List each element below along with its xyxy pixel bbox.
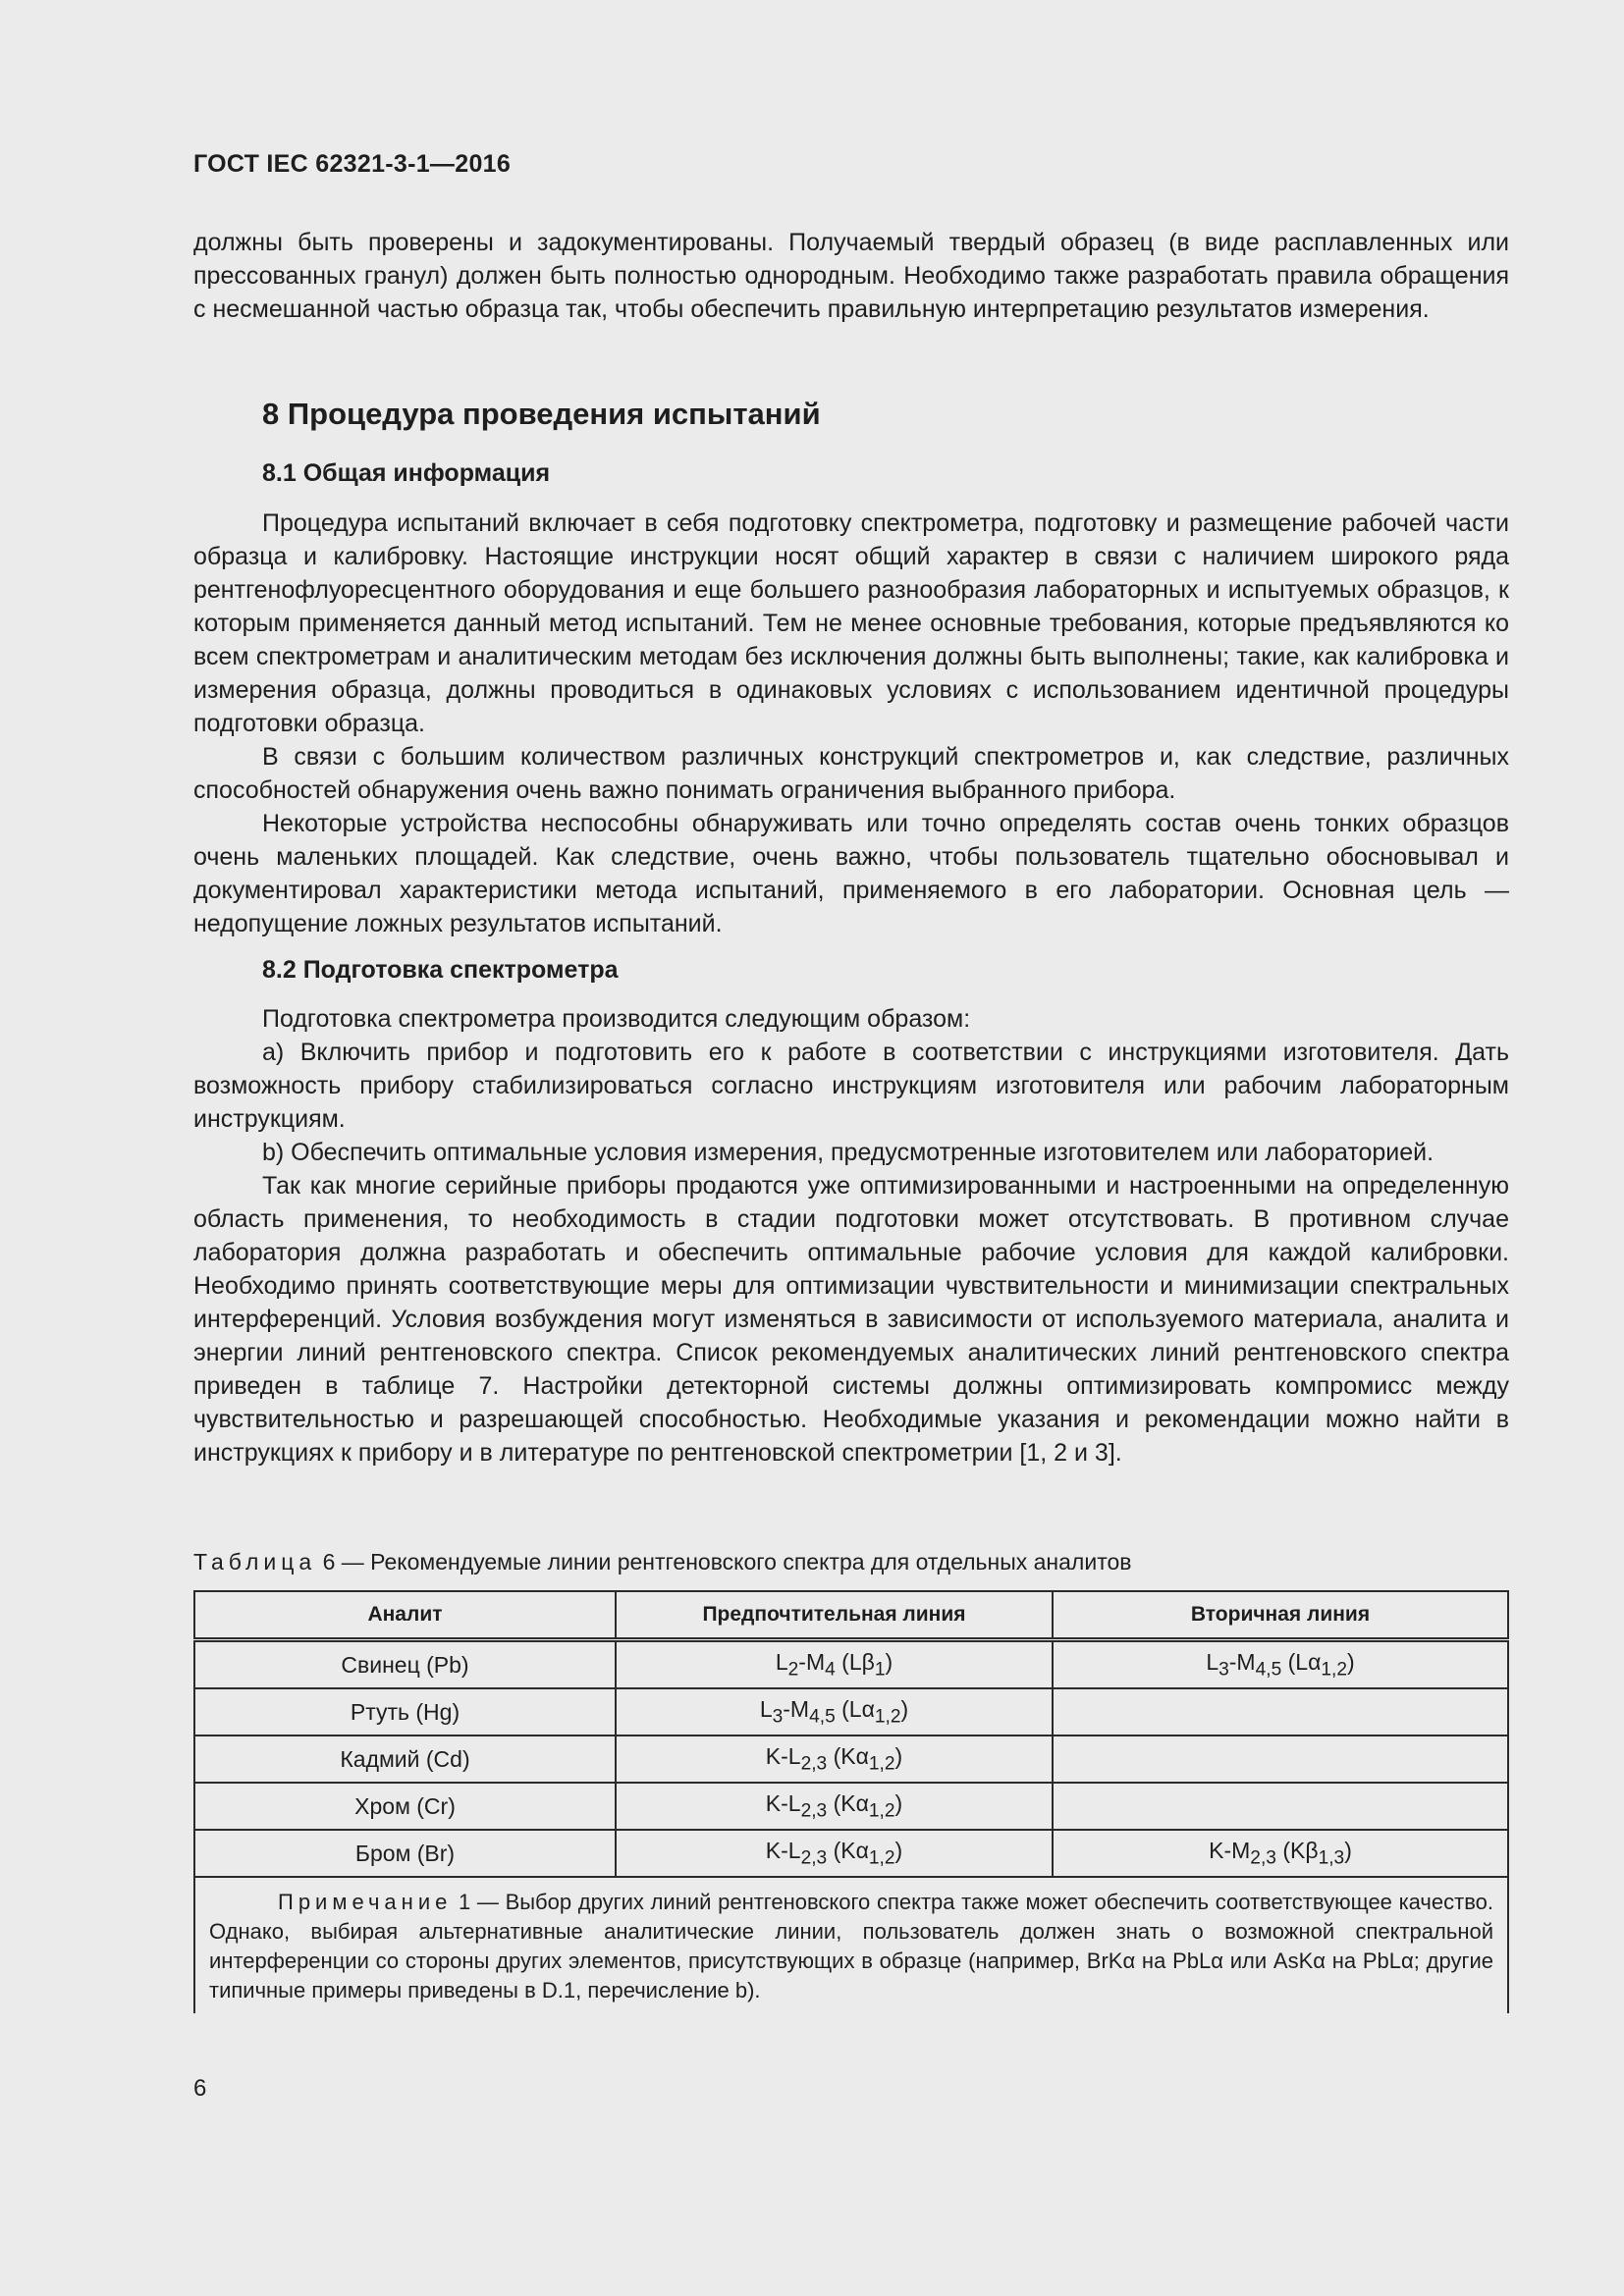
table-row <box>194 1783 1508 1830</box>
header-analyte: Аналит <box>194 1591 616 1640</box>
paragraph: Некоторые устройства неспособны обнаруживать или точно определять состав очень тонких образцов очень маленьких площадей. Как следствие, очень важно, чтобы пользователь тщательно обосновывал и документировал характеристики метода испытаний, применяемого в его лаборатории. Основная цель — недопущение ложных результатов испытаний. <box>193 810 1509 937</box>
cell-preferred: $K-L_{2,3}$ $(K\alpha_{1,2})$ <box>616 1735 1053 1783</box>
list-item-a: a) Включить прибор и подготовить его к работе в соответствии с инструкциями изготовителя. Дать возможность прибору стабилизироваться согласно инструкциям изготовителя или рабочим лабораторным инструкциям. <box>193 1039 1509 1133</box>
cell-analyte: Кадмий (Cd) <box>194 1735 616 1783</box>
cell-preferred: $L_2-M_4$ $(L\beta_1)$ <box>616 1640 1053 1689</box>
intro-paragraph: должны быть проверены и задокументированы. Получаемый твердый образец (в виде расплавленных или прессованных гранул) должен быть полностью однородным. Необходимо также разработать правила обращения с несмешанной частью образца так, чтобы обеспечить правильную интерпретацию результатов измерения. <box>193 229 1509 323</box>
table-caption <box>193 1549 1131 1575</box>
cell-secondary: $K-M_{2,3}$ $(K\beta_{1,3})$ <box>1053 1830 1508 1877</box>
document-header: ГОСТ IEC 62321-3-1—2016 <box>193 150 512 178</box>
section-8-2-body <box>193 1002 1509 1469</box>
cell-analyte: Хром (Cr) <box>194 1783 616 1830</box>
caption-text: 6 — Рекомендуемые линии рентгеновского спектра для отдельных аналитов <box>322 1549 1132 1575</box>
table-note <box>194 1877 1508 2013</box>
paragraph: Подготовка спектрометра производится следующим образом: <box>262 1005 971 1033</box>
cell-analyte: Бром (Br) <box>194 1830 616 1877</box>
cell-preferred: $K-L_{2,3}$ $(K\alpha_{1,2})$ <box>616 1830 1053 1877</box>
table-row <box>194 1830 1508 1877</box>
cell-secondary <box>1053 1735 1508 1783</box>
table-note-row <box>194 1877 1508 2013</box>
page-number: 6 <box>193 2075 207 2102</box>
section-8-1-body <box>193 507 1509 940</box>
header-preferred-line: Предпочтительная линия <box>616 1591 1053 1640</box>
cell-preferred: $K-L_{2,3}$ $(K\alpha_{1,2})$ <box>616 1783 1053 1830</box>
cell-secondary: $L_3-M_{4,5}$ $(L\alpha_{1,2})$ <box>1053 1640 1508 1689</box>
section-8-2-title: 8.2 Подготовка спектрометра <box>262 956 619 984</box>
cell-secondary <box>1053 1688 1508 1735</box>
list-item-b: b) Обеспечить оптимальные условия измерения, предусмотренные изготовителем или лабораторией. <box>262 1139 1435 1166</box>
paragraph: Процедура испытаний включает в себя подготовку спектрометра, подготовку и размещение рабочей части образца и калибровку. Настоящие инструкции носят общий характер в связи с наличием широкого ряда рентгенофлуоресцентного оборудования и еще большего разнообразия лабораторных и испытуемых образцов, к которым применяется данный метод испытаний. Тем не менее основные требования, которые предъявляются ко всем спектрометрам и аналитическим методам без исключения должны быть выполнены; такие, как калибровка и измерения образца, должны проводиться в одинаковых условиях с использованием идентичной процедуры подготовки образца. <box>193 509 1509 737</box>
cell-preferred: $L_3-M_{4,5}$ $(L\alpha_{1,2})$ <box>616 1688 1053 1735</box>
table-row <box>194 1640 1508 1689</box>
paragraph: В связи с большим количеством различных конструкций спектрометров и, как следствие, различных способностей обнаружения очень важно понимать ограничения выбранного прибора. <box>193 743 1509 804</box>
note-label: Примечание <box>278 1890 453 1914</box>
note-text: 1 — Выбор других линий рентгеновского спектра также может обеспечить соответствующее качество. Однако, выбирая альтернативные аналитические линии, пользователь должен знать о возможной спектральной интерференции со стороны других элементов, присутствующих в образце (например, BrKα на PbLα или AsKα на PbLα; другие типичные примеры приведены в D.1, перечисление b). <box>209 1890 1493 2002</box>
cell-analyte: Ртуть (Hg) <box>194 1688 616 1735</box>
section-8-1-title: 8.1 Общая информация <box>262 459 551 487</box>
caption-label: Таблица <box>193 1549 317 1575</box>
table-row <box>194 1735 1508 1783</box>
table-6 <box>193 1590 1509 2013</box>
table-header-row <box>194 1591 1508 1640</box>
cell-analyte: Свинец (Pb) <box>194 1640 616 1689</box>
cell-secondary <box>1053 1783 1508 1830</box>
header-secondary-line: Вторичная линия <box>1053 1591 1508 1640</box>
section-8-title: 8 Процедура проведения испытаний <box>262 397 821 431</box>
paragraph: Так как многие серийные приборы продаются уже оптимизированными и настроенными на определенную область применения, то необходимость в стадии подготовки может отсутствовать. В противном случае лаборатория должна разработать и обеспечить оптимальные рабочие условия для каждой калибровки. Необходимо принять соответствующие меры для оптимизации чувствительности и минимизации спектральных интерференций. Условия возбуждения могут изменяться в зависимости от используемого материала, аналита и энергии линий рентгеновского спектра. Список рекомендуемых аналитических линий рентгеновского спектра приведен в таблице 7. Настройки детекторной системы должны оптимизировать компромисс между чувствительностью и разрешающей способностью. Необходимые указания и рекомендации можно найти в инструкциях к прибору и в литературе по рентгеновской спектрометрии [1, 2 и 3]. <box>193 1172 1509 1467</box>
table-row <box>194 1688 1508 1735</box>
